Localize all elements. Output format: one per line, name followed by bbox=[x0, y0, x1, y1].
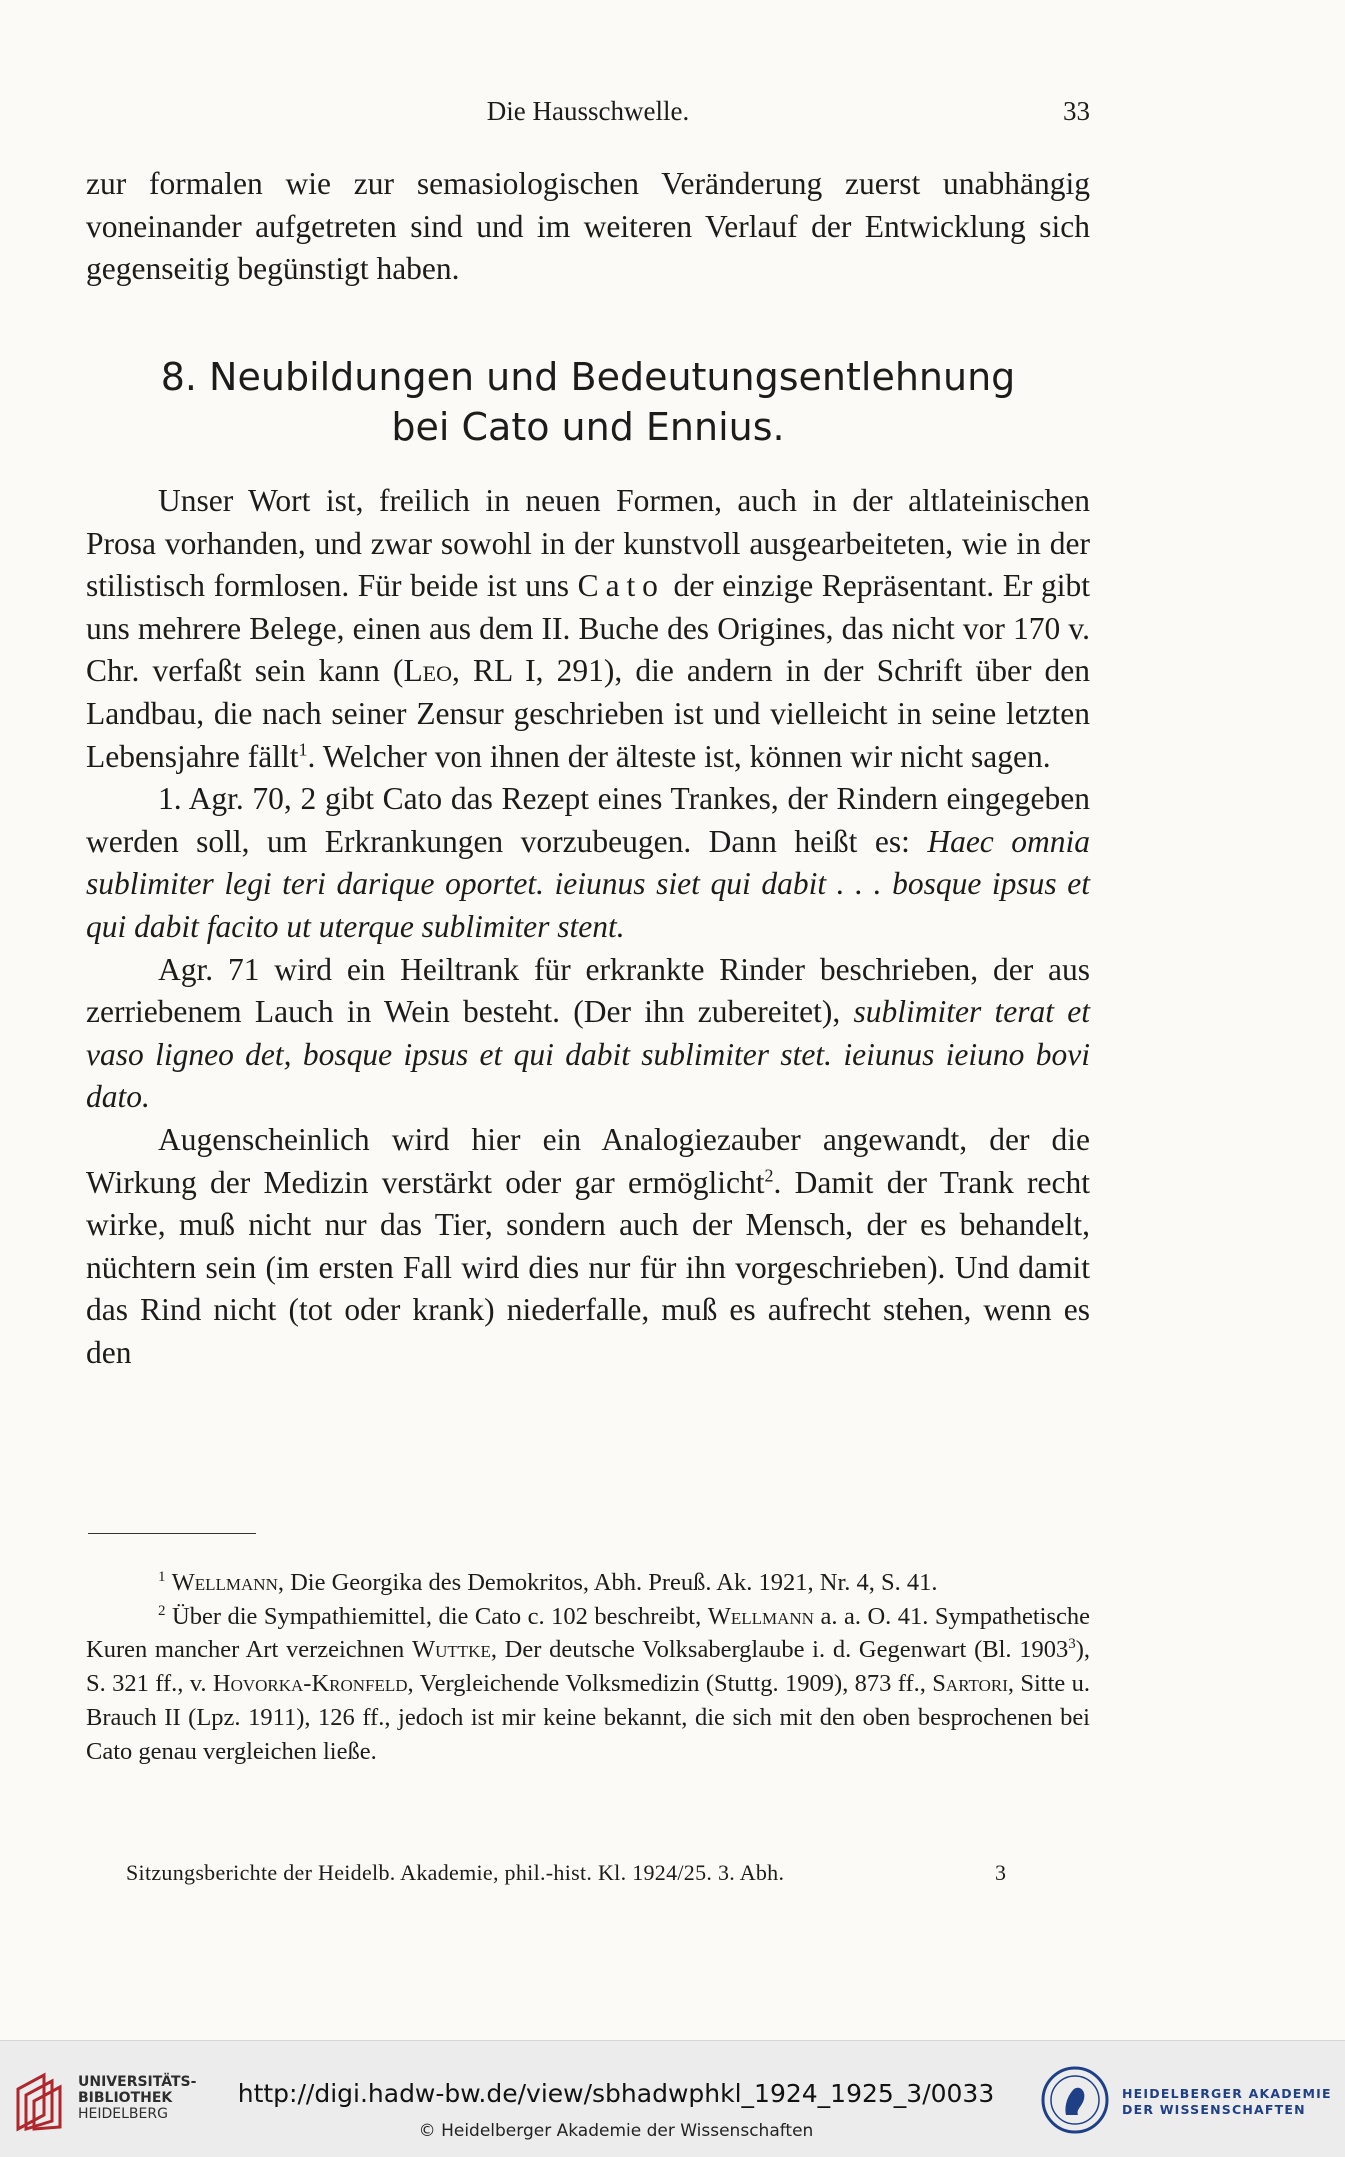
academy-name-line1: HEIDELBERGER AKADEMIE bbox=[1122, 2086, 1332, 2101]
footnote-1 bbox=[86, 1566, 1090, 1600]
academy-name bbox=[1122, 2086, 1332, 2118]
paragraph-1-text-b: der einzige Repräsentant. Er gibt uns mehrere Belege, einen aus dem II. Buche des Origines, das nicht vor 170 v. Chr. verfaßt sein kann ( bbox=[86, 568, 1091, 689]
footnote-2-author-wellmann: Wellmann bbox=[707, 1602, 814, 1630]
paragraph-3-text: Agr. 71 wird ein Heiltrank für erkrankte Rinder beschrieben, der aus zerriebenem Lauch in Wein besteht. (Der ihn zubereitet), bbox=[86, 951, 1090, 1030]
footnote-2-text-c: , Der deutsche Volksaberglaube i. d. Gegenwart (Bl. 1903 bbox=[490, 1636, 1069, 1664]
running-head bbox=[86, 96, 1090, 136]
signature-line bbox=[126, 1860, 1006, 1894]
footnote-ref-2: 2 bbox=[764, 1165, 774, 1185]
paragraph-4-text-a: Augenscheinlich wird hier ein Analogiezauber angewandt, der die Wirkung der Medizin verstärkt oder gar ermöglicht bbox=[86, 1121, 1090, 1200]
footnote-2-text-f: , Sitte u. Brauch II (Lpz. 1911), 126 ff., jedoch ist mir keine bekannt, die sich mit den oben besprochenen bei Cato genau vergleichen ließe. bbox=[86, 1670, 1091, 1765]
footnote-2-text-b: a. a. O. 41. Sympathetische Kuren mancher Art verzeichnen bbox=[86, 1602, 1091, 1664]
footnote-2-number: 2 bbox=[158, 1602, 166, 1619]
paragraph-1-text-d: . Welcher von ihnen der älteste ist, können wir nicht sagen. bbox=[307, 738, 1051, 774]
spaced-name-cato: Cato bbox=[577, 568, 665, 604]
paragraph-2-text: 1. Agr. 70, 2 gibt Cato das Rezept eines Trankes, der Rindern eingegeben werden soll, um Erkrankungen vorzubeugen. Dann heißt es: bbox=[86, 781, 1090, 859]
latin-quote-1: Haec omnia sublimiter legi teri darique oportet. ieiunus siet qui dabit . . . bosque ipsus et qui dabit facito ut uterque sublimiter stent. bbox=[86, 823, 1091, 944]
footnote-1-author: Wellmann bbox=[171, 1569, 278, 1596]
section-heading-line2: bei Cato und Ennius. bbox=[391, 405, 785, 449]
library-logo-icon bbox=[14, 2071, 66, 2133]
footnote-2-edition-sup: 3 bbox=[1068, 1636, 1076, 1653]
library-name bbox=[78, 2074, 196, 2122]
footnote-1-text: , Die Georgika des Demokritos, Abh. Preuß. Ak. 1921, Nr. 4, S. 41. bbox=[277, 1569, 938, 1596]
signature-text: Sitzungsberichte der Heidelb. Akademie, phil.-hist. Kl. 1924/25. 3. Abh. bbox=[126, 1860, 785, 1885]
paragraph-4 bbox=[86, 1119, 1090, 1375]
footnote-1-number: 1 bbox=[158, 1568, 166, 1585]
author-leo: Leo bbox=[403, 653, 453, 689]
signature-number: 3 bbox=[995, 1860, 1006, 1885]
academy-seal-icon bbox=[1040, 2065, 1110, 2135]
viewer-footer bbox=[0, 2040, 1345, 2157]
footnote-2-text-a: Über die Sympathiemittel, die Cato c. 102 beschreibt, bbox=[172, 1602, 702, 1630]
footnote-divider bbox=[88, 1533, 256, 1534]
footnote-2-text-d: ), S. 321 ff., v. bbox=[86, 1636, 1090, 1698]
intro-paragraph-block bbox=[86, 163, 1090, 291]
paragraph-1-text-a: Unser Wort ist, freilich in neuen Formen, auch in der altlateinischen Prosa vorhanden, und zwar sowohl in der kunstvoll ausgearbeiteten, wie in der stilistisch formlosen. Für beide ist uns bbox=[86, 483, 1090, 604]
paragraph-3 bbox=[86, 949, 1090, 1119]
footnote-2-author-hovorka: Hovorka-Kronfeld bbox=[212, 1670, 408, 1698]
footnote-2-author-wuttke: Wuttke bbox=[412, 1636, 491, 1664]
footnote-2-text-e: , Vergleichende Volksmedizin (Stuttg. 1909), 873 ff., bbox=[407, 1670, 926, 1698]
copyright-notice: © Heidelberger Akademie der Wissenschaften bbox=[418, 2121, 814, 2141]
latin-quote-2: sublimiter terat et vaso ligneo det, bosque ipsus et qui dabit sublimiter stet. ieiunus ieiuno bovi dato. bbox=[86, 994, 1091, 1115]
running-title: Die Hausschwelle. bbox=[486, 96, 690, 126]
body-text bbox=[86, 480, 1090, 1374]
library-name-line2: BIBLIOTHEK bbox=[78, 2090, 173, 2106]
footnotes bbox=[86, 1566, 1090, 1768]
permalink-url[interactable]: http://digi.hadw-bw.de/view/sbhadwphkl_1924_1925_3/0033 bbox=[237, 2079, 995, 2108]
footnote-2-author-sartori: Sartori bbox=[932, 1670, 1008, 1698]
intro-paragraph: zur formalen wie zur semasiologischen Veränderung zuerst unabhängig voneinander aufgetreten sind und im weiteren Verlauf der Entwicklung sich gegenseitig begünstigt haben. bbox=[86, 166, 1090, 287]
library-name-line1: UNIVERSITÄTS- bbox=[78, 2074, 197, 2090]
paragraph-1 bbox=[86, 480, 1090, 778]
paragraph-1-text-c: , RL I, 291), die andern in der Schrift über den Landbau, die nach seiner Zensur geschrieben ist und vielleicht in seine letzten Lebensjahre fällt bbox=[86, 653, 1091, 774]
footnote-2 bbox=[86, 1600, 1090, 1769]
footnote-ref-1: 1 bbox=[298, 739, 308, 760]
paragraph-2 bbox=[86, 778, 1090, 948]
library-name-line3: HEIDELBERG bbox=[78, 2106, 168, 2122]
section-heading bbox=[86, 352, 1090, 452]
section-heading-line1: 8. Neubildungen und Bedeutungsentlehnung bbox=[160, 355, 1016, 399]
academy-name-line2: DER WISSENSCHAFTEN bbox=[1122, 2102, 1306, 2117]
page-number: 33 bbox=[1063, 96, 1090, 126]
paragraph-4-text-b: . Damit der Trank recht wirke, muß nicht nur das Tier, sondern auch der Mensch, der es behandelt, nüchtern sein (im ersten Fall wird dies nur für ihn vorgeschrieben). Und damit das Rind nicht (tot oder krank) niederfalle, muß es aufrecht stehen, wenn es den bbox=[86, 1164, 1090, 1370]
